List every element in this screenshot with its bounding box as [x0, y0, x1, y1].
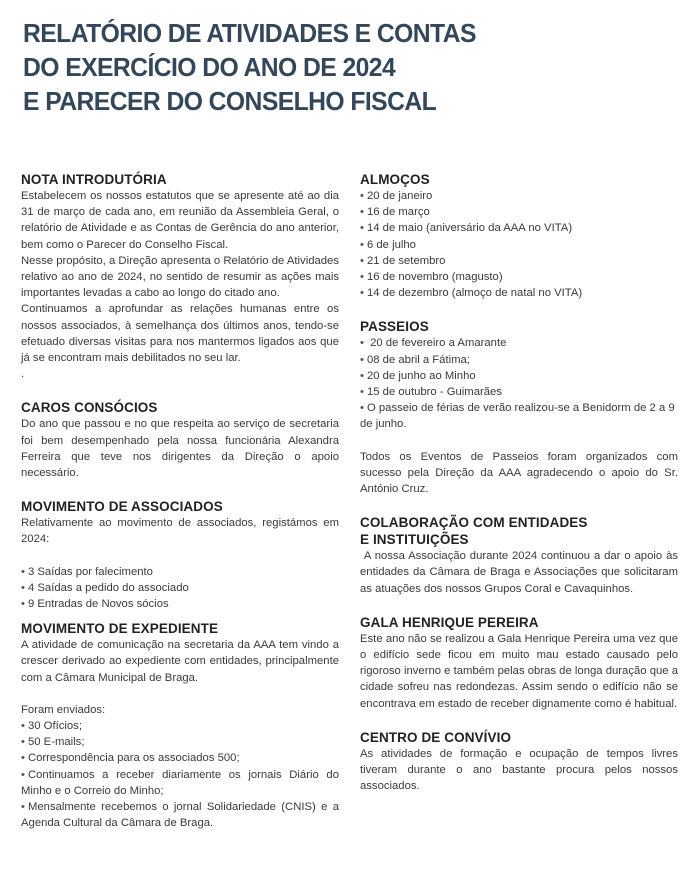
paragraph: Nesse propósito, a Direção apresenta o Relatório de Atividades relativo ao ano de 2024, no sentido de resumir as ações mais importantes levadas a cabo ao longo do citado ano. [21, 254, 339, 300]
bullet-icon: • [21, 736, 25, 749]
heading-line: E INSTITUIÇÕES [360, 532, 469, 548]
bullet-icon: • [21, 720, 25, 733]
section-gala [360, 614, 678, 712]
bullet-icon: • [360, 206, 364, 219]
bullet-icon: • [360, 190, 364, 202]
list-item: • 30 Ofícios; [21, 720, 82, 733]
bullet-icon: • [360, 222, 364, 235]
paragraph: Do ano que passou e no que respeita ao serviço de secretaria foi bem desempenhado pela nossa funcionária Alexandra Ferreira que teve nos dirigentes da Direção o apoio necessário. [21, 418, 339, 480]
list-item: • 08 de abril a Fátima; [360, 353, 470, 366]
list-item: • 21 de setembro [360, 254, 446, 267]
title-line: E PARECER DO CONSELHO FISCAL [23, 86, 437, 116]
expediente-list [21, 718, 339, 831]
bullet-icon: • [21, 565, 25, 578]
section-centro-convivio [360, 729, 678, 795]
list-item: • Mensalmente recebemos o jornal Solidariedade (CNIS) e a Agenda Cultural da Câmara de Braga. [21, 801, 339, 830]
list-item: • 16 de março [360, 206, 430, 219]
section-heading [360, 514, 678, 548]
bullet-icon: • [21, 598, 25, 611]
passeios-list [360, 335, 678, 432]
list-item: • 16 de novembro (magusto) [360, 271, 503, 284]
title-line: DO EXERCÍCIO DO ANO DE 2024 [23, 52, 396, 82]
list-item: • 3 Saídas por falecimento [21, 565, 153, 578]
title-line: RELATÓRIO DE ATIVIDADES E CONTAS [23, 18, 476, 48]
almocos-list [360, 188, 678, 301]
section-passeios [360, 318, 678, 497]
bullet-icon: • [360, 337, 364, 350]
paragraph: Foram enviados: [21, 703, 106, 716]
paragraph: Estabelecem os nossos estatutos que se apresente até ao dia 31 de março de cada ano, em reunião da Assembleia Geral, o relatório de Atividade e as Contas de Gerência do ano anterior, bem como o Parecer do Conselho Fiscal. [21, 190, 339, 251]
section-caros-consocios [21, 399, 339, 481]
list-item: • 15 de outubro - Guimarães [360, 386, 502, 399]
list-item: • 20 de junho ao Minho [360, 369, 476, 382]
bullet-icon: • [360, 369, 364, 382]
section-heading: CAROS CONSÓCIOS [21, 400, 158, 416]
page-title [23, 16, 476, 118]
list-item: • 14 de dezembro (almoço de natal no VITA) [360, 287, 583, 300]
right-column [360, 171, 682, 794]
associados-list [21, 564, 339, 613]
section-heading: GALA HENRIQUE PEREIRA [360, 614, 539, 630]
section-heading: MOVIMENTO DE ASSOCIADOS [21, 499, 223, 515]
bullet-icon: • [360, 254, 364, 267]
section-nota-introdutoria [21, 171, 339, 382]
list-item: • 9 Entradas de Novos sócios [21, 598, 169, 611]
list-item: • 50 E-mails; [21, 736, 85, 749]
section-heading: ALMOÇOS [360, 172, 430, 187]
list-item: • 20 de fevereiro a Amarante [360, 337, 507, 350]
section-heading: PASSEIOS [360, 319, 429, 335]
bullet-icon: • [360, 386, 364, 399]
heading-line: COLABORAÇÃO COM ENTIDADES [360, 515, 588, 531]
bullet-icon: • [21, 752, 25, 765]
bullet-icon: • [360, 287, 364, 300]
paragraph: As atividades de formação e ocupação de tempos livres tiveram durante o ano bastante procura pelos nossos associados. [360, 747, 678, 793]
paragraph: Todos os Eventos de Passeios foram organizados com sucesso pela Direção da AAA agradecendo o apoio do Sr. António Cruz. [360, 450, 678, 496]
bullet-icon: • [360, 402, 364, 415]
list-item: • 20 de janeiro [360, 190, 433, 202]
section-heading: MOVIMENTO DE EXPEDIENTE [21, 621, 219, 637]
list-item: • O passeio de férias de verão realizou-se a Benidorm de 2 a 9 de junho. [360, 402, 675, 431]
section-almocos [360, 171, 678, 301]
paragraph: A nossa Associação durante 2024 continuou a dar o apoio às entidades da Câmara de Braga e Associações que solicitaram as atuações dos nossos Grupos Coral e Cavaquinhos. [360, 550, 682, 595]
section-heading: NOTA INTRODUTÓRIA [21, 172, 167, 187]
left-column [21, 171, 339, 832]
list-item: • 14 de maio (aniversário da AAA no VITA) [360, 222, 573, 235]
list-item: • 6 de julho [360, 238, 416, 251]
paragraph: Relativamente ao movimento de associados, registámos em 2024: [21, 517, 339, 546]
section-colaboracao [360, 514, 682, 597]
paragraph: A atividade de comunicação na secretaria da AAA tem vindo a crescer derivado ao expediente com entidades, principalmente com a Câmara Municipal de Braga. [21, 639, 339, 684]
bullet-icon: • [360, 271, 364, 284]
paragraph: Este ano não se realizou a Gala Henrique Pereira uma vez que o edifício sede ficou em muito mau estado causado pelo rigoroso inverno e também pelas obras de longa duração que a cidade sofreu nas redondezas. Assim sendo o edifício não se encontrava em estado de receber dignamente como é habitual. [360, 632, 678, 710]
stray-dot: . [21, 368, 25, 381]
bullet-icon: • [360, 353, 364, 366]
paragraph: Continuamos a aprofundar as relações humanas entre os nossos associados, à semelhança dos últimos anos, tendo-se efetuado diversas visitas para nos mantermos ligados aos que já se encontram mais debilitados no seu lar. [21, 303, 339, 365]
section-movimento-expediente [21, 620, 339, 831]
bullet-icon: • [21, 801, 25, 814]
bullet-icon: • [360, 238, 364, 251]
list-item: • Correspondência para os associados 500; [21, 752, 240, 765]
list-item: • Continuamos a receber diariamente os jornais Diário do Minho e o Correio do Minho; [21, 768, 339, 797]
section-heading: CENTRO DE CONVÍVIO [360, 729, 512, 745]
section-movimento-associados [21, 498, 339, 612]
bullet-icon: • [21, 768, 25, 781]
bullet-icon: • [21, 581, 25, 594]
list-item: • 4 Saídas a pedido do associado [21, 581, 189, 594]
